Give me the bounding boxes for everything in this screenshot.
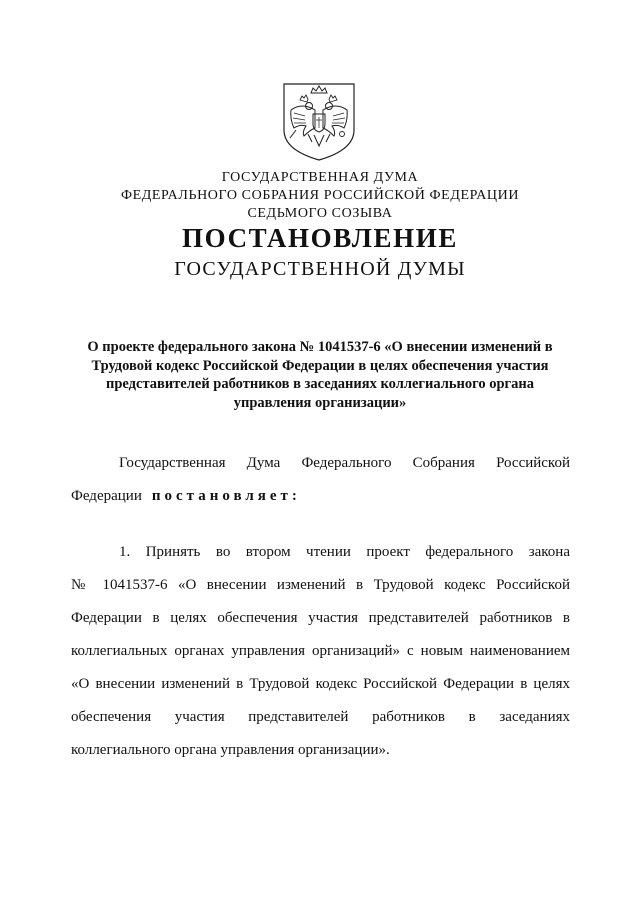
paragraph-line: «О внесении изменений в Трудовой кодекс Российской Федерации в целях — [71, 676, 570, 692]
paragraph-line: 1. Принять во втором чтении проект федерального закона — [119, 544, 570, 560]
resolution-subject — [70, 338, 570, 412]
subject-line: представителей работников в заседаниях коллегиального органа — [106, 376, 534, 392]
paragraph-line: Федерации в целях обеспечения участия представителей работников в — [71, 610, 570, 626]
org-name-line-2: ФЕДЕРАЛЬНОГО СОБРАНИЯ РОССИЙСКОЙ ФЕДЕРАЦИИ — [120, 188, 520, 203]
document-type-title: ПОСТАНОВЛЕНИЕ — [182, 223, 458, 253]
paragraph-line: обеспечения участия представителей работников в заседаниях — [71, 709, 570, 725]
resolution-item-1 — [71, 536, 570, 767]
resolution-verb: постановляет: — [151, 488, 301, 504]
subject-line: Трудовой кодекс Российской Федерации в целях обеспечения участия — [91, 357, 549, 374]
paragraph-line — [71, 480, 570, 513]
convocation-line: СЕДЬМОГО СОЗЫВА — [247, 206, 393, 221]
paragraph-line: Государственная Дума Федерального Собрания Российской — [119, 455, 570, 471]
subject-line: О проекте федерального закона № 1041537-6 «О внесении изменений в — [87, 339, 553, 355]
coat-of-arms-icon — [278, 80, 360, 162]
paragraph-line: № 1041537-6 «О внесении изменений в Трудовой кодекс Российской — [71, 577, 570, 593]
intro-prefix: Федерации — [71, 488, 142, 504]
paragraph-line: коллегиальных органах управления организаций» с новым наименованием — [71, 643, 570, 659]
subject-line: управления организации» — [233, 394, 407, 411]
paragraph-line: коллегиального органа управления организации». — [71, 742, 390, 758]
document-issuer-subtitle: ГОСУДАРСТВЕННОЙ ДУМЫ — [174, 258, 466, 280]
resolution-intro-paragraph — [71, 447, 570, 513]
org-name-line-1: ГОСУДАРСТВЕННАЯ ДУМА — [221, 170, 419, 185]
